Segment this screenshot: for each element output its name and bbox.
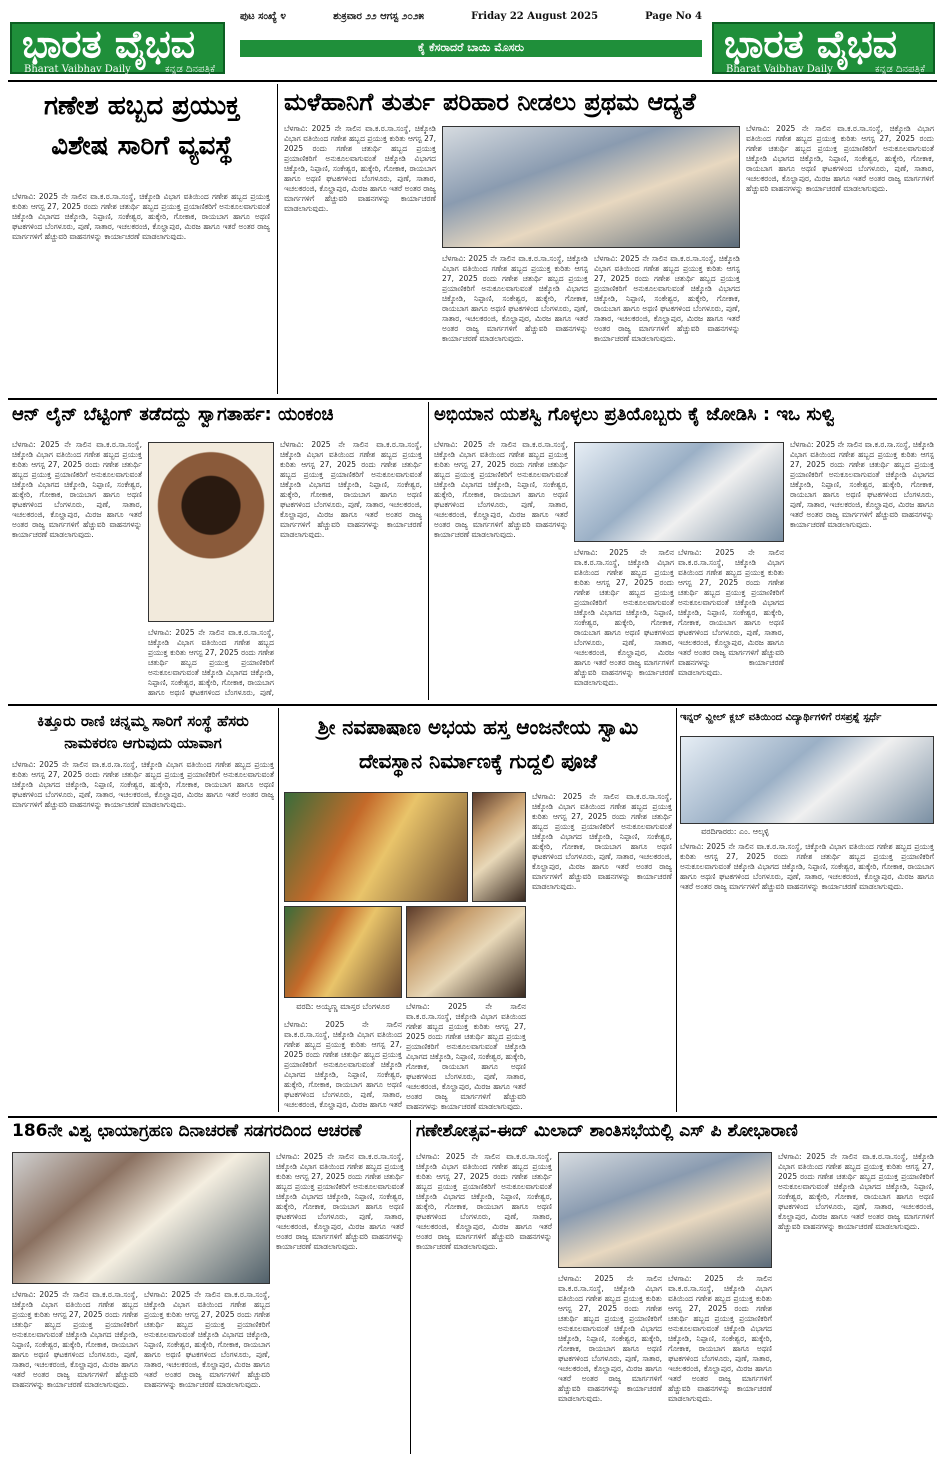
article-4-body-right: ಬೆಳಗಾವಿ: 2025 ನೇ ಸಾಲಿನ ವಾ.ಕ.ರ.ಸಾ.ಸಂಸ್ಥೆ, ಚಿಕ್ಕೋಡಿ ವಿಭಾಗ ವತಿಯಿಂದ ಗಣೇಶ ಹಬ್ಬದ ಪ್ರಯುಕ್ತ ಕುರಿತು ಆಗಸ್ಟ 27, 2025 ರಂದು ಗಣೇಶ ಚತುರ್ಥಿ ಹಬ್ಬದ ಪ್ರಯುಕ್ತ ಪ್ರಯಾಣಿಕರಿಗೆ ಅನುಕೂಲವಾಗುವಂತೆ ಚಿಕ್ಕೋಡಿ ವಿಭಾಗದ ಚಿಕ್ಕೋಡಿ, ನಿಪ್ಪಾಣಿ, ಸಂಕೇಶ್ವರ, ಹುಕ್ಕೇರಿ, ಗೋಕಾಕ, ರಾಯಬಾಗ ಹಾಗೂ ಅಥಣಿ ಘಟಕಗಳಿಂದ ಬೆಂಗಳೂರು, ಪುಣೆ, ಸಾತಾರ, ಇಚಲಕರಂಜಿ, ಕೊಲ್ಹಾಪುರ, ಮಿರಜ ಹಾಗೂ ಇತರೆ ಅಂತರ ರಾಜ್ಯ ಮಾರ್ಗಗಳಿಗೆ ಹೆಚ್ಚುವರಿ ವಾಹನಗಳನ್ನು ಕಾರ್ಯಾಚರಣೆ ಮಾಡಲಾಗುವುದು.	[790, 440, 934, 529]
col-divider-2	[428, 402, 429, 700]
article-2-headline: ಮಳೆಹಾನಿಗೆ ತುರ್ತು ಪರಿಹಾರ ನೀಡಲು ಪ್ರಥಮ ಆದ್ಯತೆ	[284, 88, 696, 116]
article-2-body-left: ಬೆಳಗಾವಿ: 2025 ನೇ ಸಾಲಿನ ವಾ.ಕ.ರ.ಸಾ.ಸಂಸ್ಥೆ, ಚಿಕ್ಕೋಡಿ ವಿಭಾಗ ವತಿಯಿಂದ ಗಣೇಶ ಹಬ್ಬದ ಪ್ರಯುಕ್ತ ಕುರಿತು ಆಗಸ್ಟ 27, 2025 ರಂದು ಗಣೇಶ ಚತುರ್ಥಿ ಹಬ್ಬದ ಪ್ರಯುಕ್ತ ಪ್ರಯಾಣಿಕರಿಗೆ ಅನುಕೂಲವಾಗುವಂತೆ ಚಿಕ್ಕೋಡಿ ವಿಭಾಗದ ಚಿಕ್ಕೋಡಿ, ನಿಪ್ಪಾಣಿ, ಸಂಕೇಶ್ವರ, ಹುಕ್ಕೇರಿ, ಗೋಕಾಕ, ರಾಯಬಾಗ ಹಾಗೂ ಅಥಣಿ ಘಟಕಗಳಿಂದ ಬೆಂಗಳೂರು, ಪುಣೆ, ಸಾತಾರ, ಇಚಲಕರಂಜಿ, ಕೊಲ್ಹಾಪುರ, ಮಿರಜ ಹಾಗೂ ಇತರೆ ಅಂತರ ರಾಜ್ಯ ಮಾರ್ಗಗಳಿಗೆ ಹೆಚ್ಚುವರಿ ವಾಹನಗಳನ್ನು ಕಾರ್ಯಾಚರಣೆ ಮಾಡಲಾಗುವುದು.	[284, 124, 436, 213]
masthead-subtitle-en-right: Bharat Vaibhav Daily	[726, 64, 833, 75]
article-1-headline: ಗಣೇಶ ಹಬ್ಬದ ಪ್ರಯುಕ್ತ ವಿಶೇಷ ಸಾರಿಗೆ ವ್ಯವಸ್ಥೆ	[43, 91, 241, 161]
divider-row-3	[8, 1116, 937, 1118]
article-9-photo	[558, 1152, 772, 1268]
masthead-title-right: ಭಾರತ ವೈಭವ	[724, 21, 898, 66]
masthead-right	[712, 22, 935, 74]
article-6-photo-3	[284, 906, 402, 998]
masthead-subtitle-kn: ಕನ್ನಡ ದಿನಪತ್ರಿಕೆ	[164, 64, 215, 75]
article-9-headline: ಗಣೇಶೋತ್ಸವ-ಈದ್ ಮಿಲಾದ್ ಶಾಂತಿಸಭೆಯಲ್ಲಿ ಎಸ್ ಪಿ ಶೋಭಾರಾಣಿ	[416, 1121, 798, 1141]
article-4-headline: ಅಭಿಯಾನ ಯಶಸ್ವಿ ಗೊಳ್ಳಲು ಪ್ರತಿಯೊಬ್ಬರು ಕೈ ಜೋಡಿಸಿ : ಇಒ ಸುಳ್ವಿ	[434, 404, 835, 425]
article-4-body-mid-a: ಬೆಳಗಾವಿ: 2025 ನೇ ಸಾಲಿನ ವಾ.ಕ.ರ.ಸಾ.ಸಂಸ್ಥೆ, ಚಿಕ್ಕೋಡಿ ವಿಭಾಗ ವತಿಯಿಂದ ಗಣೇಶ ಹಬ್ಬದ ಪ್ರಯುಕ್ತ ಕುರಿತು ಆಗಸ್ಟ 27, 2025 ರಂದು ಗಣೇಶ ಚತುರ್ಥಿ ಹಬ್ಬದ ಪ್ರಯುಕ್ತ ಪ್ರಯಾಣಿಕರಿಗೆ ಅನುಕೂಲವಾಗುವಂತೆ ಚಿಕ್ಕೋಡಿ ವಿಭಾಗದ ಚಿಕ್ಕೋಡಿ, ನಿಪ್ಪಾಣಿ, ಸಂಕೇಶ್ವರ, ಹುಕ್ಕೇರಿ, ಗೋಕಾಕ, ರಾಯಬಾಗ ಹಾಗೂ ಅಥಣಿ ಘಟಕಗಳಿಂದ ಬೆಂಗಳೂರು, ಪುಣೆ, ಸಾತಾರ, ಇಚಲಕರಂಜಿ, ಕೊಲ್ಹಾಪುರ, ಮಿರಜ ಹಾಗೂ ಇತರೆ ಅಂತರ ರಾಜ್ಯ ಮಾರ್ಗಗಳಿಗೆ ಹೆಚ್ಚುವರಿ ವಾಹನಗಳನ್ನು ಕಾರ್ಯಾಚರಣೆ ಮಾಡಲಾಗುವುದು.	[574, 548, 674, 687]
article-3-body-left: ಬೆಳಗಾವಿ: 2025 ನೇ ಸಾಲಿನ ವಾ.ಕ.ರ.ಸಾ.ಸಂಸ್ಥೆ, ಚಿಕ್ಕೋಡಿ ವಿಭಾಗ ವತಿಯಿಂದ ಗಣೇಶ ಹಬ್ಬದ ಪ್ರಯುಕ್ತ ಕುರಿತು ಆಗಸ್ಟ 27, 2025 ರಂದು ಗಣೇಶ ಚತುರ್ಥಿ ಹಬ್ಬದ ಪ್ರಯುಕ್ತ ಪ್ರಯಾಣಿಕರಿಗೆ ಅನುಕೂಲವಾಗುವಂತೆ ಚಿಕ್ಕೋಡಿ ವಿಭಾಗದ ಚಿಕ್ಕೋಡಿ, ನಿಪ್ಪಾಣಿ, ಸಂಕೇಶ್ವರ, ಹುಕ್ಕೇರಿ, ಗೋಕಾಕ, ರಾಯಬಾಗ ಹಾಗೂ ಅಥಣಿ ಘಟಕಗಳಿಂದ ಬೆಂಗಳೂರು, ಪುಣೆ, ಸಾತಾರ, ಇಚಲಕರಂಜಿ, ಕೊಲ್ಹಾಪುರ, ಮಿರಜ ಹಾಗೂ ಇತರೆ ಅಂತರ ರಾಜ್ಯ ಮಾರ್ಗಗಳಿಗೆ ಹೆಚ್ಚುವರಿ ವಾಹನಗಳನ್ನು ಕಾರ್ಯಾಚರಣೆ ಮಾಡಲಾಗುವುದು.	[12, 440, 142, 539]
article-3-body-mid: ಬೆಳಗಾವಿ: 2025 ನೇ ಸಾಲಿನ ವಾ.ಕ.ರ.ಸಾ.ಸಂಸ್ಥೆ, ಚಿಕ್ಕೋಡಿ ವಿಭಾಗ ವತಿಯಿಂದ ಗಣೇಶ ಹಬ್ಬದ ಪ್ರಯುಕ್ತ ಕುರಿತು ಆಗಸ್ಟ 27, 2025 ರಂದು ಗಣೇಶ ಚತುರ್ಥಿ ಹಬ್ಬದ ಪ್ರಯುಕ್ತ ಪ್ರಯಾಣಿಕರಿಗೆ ಅನುಕೂಲವಾಗುವಂತೆ ಚಿಕ್ಕೋಡಿ ವಿಭಾಗದ ಚಿಕ್ಕೋಡಿ, ನಿಪ್ಪಾಣಿ, ಸಂಕೇಶ್ವರ, ಹುಕ್ಕೇರಿ, ಗೋಕಾಕ, ರಾಯಬಾಗ ಹಾಗೂ ಅಥಣಿ ಘಟಕಗಳಿಂದ ಬೆಂಗಳೂರು, ಪುಣೆ,	[148, 628, 274, 697]
article-7-body: ಬೆಳಗಾವಿ: 2025 ನೇ ಸಾಲಿನ ವಾ.ಕ.ರ.ಸಾ.ಸಂಸ್ಥೆ, ಚಿಕ್ಕೋಡಿ ವಿಭಾಗ ವತಿಯಿಂದ ಗಣೇಶ ಹಬ್ಬದ ಪ್ರಯುಕ್ತ ಕುರಿತು ಆಗಸ್ಟ 27, 2025 ರಂದು ಗಣೇಶ ಚತುರ್ಥಿ ಹಬ್ಬದ ಪ್ರಯುಕ್ತ ಪ್ರಯಾಣಿಕರಿಗೆ ಅನುಕೂಲವಾಗುವಂತೆ ಚಿಕ್ಕೋಡಿ ವಿಭಾಗದ ಚಿಕ್ಕೋಡಿ, ನಿಪ್ಪಾಣಿ, ಸಂಕೇಶ್ವರ, ಹುಕ್ಕೇರಿ, ಗೋಕಾಕ, ರಾಯಬಾಗ ಹಾಗೂ ಅಥಣಿ ಘಟಕಗಳಿಂದ ಬೆಂಗಳೂರು, ಪುಣೆ, ಸಾತಾರ, ಇಚಲಕರಂಜಿ, ಕೊಲ್ಹಾಪುರ, ಮಿರಜ ಹಾಗೂ ಇತರೆ ಅಂತರ ರಾಜ್ಯ ಮಾರ್ಗಗಳಿಗೆ ಹೆಚ್ಚುವರಿ ವಾಹನಗಳನ್ನು ಕಾರ್ಯಾಚರಣೆ ಮಾಡಲಾಗುವುದು.	[680, 842, 934, 891]
article-7-byline: ವರದಿಗಾರರು: ಎಂ. ಆಲ್ಕಳ್ಳಿ	[701, 827, 769, 836]
article-3-portrait	[148, 442, 274, 622]
tagline: ಕೈ ಕೆಸರಾದರೆ ಬಾಯಿ ಮೊಸರು	[418, 41, 524, 54]
article-4-body-mid-b: ಬೆಳಗಾವಿ: 2025 ನೇ ಸಾಲಿನ ವಾ.ಕ.ರ.ಸಾ.ಸಂಸ್ಥೆ, ಚಿಕ್ಕೋಡಿ ವಿಭಾಗ ವತಿಯಿಂದ ಗಣೇಶ ಹಬ್ಬದ ಪ್ರಯುಕ್ತ ಕುರಿತು ಆಗಸ್ಟ 27, 2025 ರಂದು ಗಣೇಶ ಚತುರ್ಥಿ ಹಬ್ಬದ ಪ್ರಯುಕ್ತ ಪ್ರಯಾಣಿಕರಿಗೆ ಅನುಕೂಲವಾಗುವಂತೆ ಚಿಕ್ಕೋಡಿ ವಿಭಾಗದ ಚಿಕ್ಕೋಡಿ, ನಿಪ್ಪಾಣಿ, ಸಂಕೇಶ್ವರ, ಹುಕ್ಕೇರಿ, ಗೋಕಾಕ, ರಾಯಬಾಗ ಹಾಗೂ ಅಥಣಿ ಘಟಕಗಳಿಂದ ಬೆಂಗಳೂರು, ಪುಣೆ, ಸಾತಾರ, ಇಚಲಕರಂಜಿ, ಕೊಲ್ಹಾಪುರ, ಮಿರಜ ಹಾಗೂ ಇತರೆ ಅಂತರ ರಾಜ್ಯ ಮಾರ್ಗಗಳಿಗೆ ಹೆಚ್ಚುವರಿ ವಾಹನಗಳನ್ನು ಕಾರ್ಯಾಚರಣೆ ಮಾಡಲಾಗುವುದು.	[678, 548, 784, 677]
col-divider-4	[676, 708, 677, 1112]
article-9-body-mid-b: ಬೆಳಗಾವಿ: 2025 ನೇ ಸಾಲಿನ ವಾ.ಕ.ರ.ಸಾ.ಸಂಸ್ಥೆ, ಚಿಕ್ಕೋಡಿ ವಿಭಾಗ ವತಿಯಿಂದ ಗಣೇಶ ಹಬ್ಬದ ಪ್ರಯುಕ್ತ ಕುರಿತು ಆಗಸ್ಟ 27, 2025 ರಂದು ಗಣೇಶ ಚತುರ್ಥಿ ಹಬ್ಬದ ಪ್ರಯುಕ್ತ ಪ್ರಯಾಣಿಕರಿಗೆ ಅನುಕೂಲವಾಗುವಂತೆ ಚಿಕ್ಕೋಡಿ ವಿಭಾಗದ ಚಿಕ್ಕೋಡಿ, ನಿಪ್ಪಾಣಿ, ಸಂಕೇಶ್ವರ, ಹುಕ್ಕೇರಿ, ಗೋಕಾಕ, ರಾಯಬಾಗ ಹಾಗೂ ಅಥಣಿ ಘಟಕಗಳಿಂದ ಬೆಂಗಳೂರು, ಪುಣೆ, ಸಾತಾರ, ಇಚಲಕರಂಜಿ, ಕೊಲ್ಹಾಪುರ, ಮಿರಜ ಹಾಗೂ ಇತರೆ ಅಂತರ ರಾಜ್ಯ ಮಾರ್ಗಗಳಿಗೆ ಹೆಚ್ಚುವರಿ ವಾಹನಗಳನ್ನು ಕಾರ್ಯಾಚರಣೆ ಮಾಡಲಾಗುವುದು.	[668, 1274, 772, 1403]
masthead-subtitle-en: Bharat Vaibhav Daily	[24, 64, 131, 75]
issue-bar	[240, 6, 702, 26]
article-6-byline: ವರದಿ: ಅಯ್ಯಣ್ಣ ಮಾಸ್ತರ ಬೆಂಗಳೂರ	[296, 1002, 390, 1011]
page-number: Page No 4	[645, 10, 702, 22]
date-kannada: ಶುಕ್ರವಾರ ೨೨ ಆಗಸ್ಟ ೨೦೨೫	[333, 10, 425, 22]
article-4-body-left: ಬೆಳಗಾವಿ: 2025 ನೇ ಸಾಲಿನ ವಾ.ಕ.ರ.ಸಾ.ಸಂಸ್ಥೆ, ಚಿಕ್ಕೋಡಿ ವಿಭಾಗ ವತಿಯಿಂದ ಗಣೇಶ ಹಬ್ಬದ ಪ್ರಯುಕ್ತ ಕುರಿತು ಆಗಸ್ಟ 27, 2025 ರಂದು ಗಣೇಶ ಚತುರ್ಥಿ ಹಬ್ಬದ ಪ್ರಯುಕ್ತ ಪ್ರಯಾಣಿಕರಿಗೆ ಅನುಕೂಲವಾಗುವಂತೆ ಚಿಕ್ಕೋಡಿ ವಿಭಾಗದ ಚಿಕ್ಕೋಡಿ, ನಿಪ್ಪಾಣಿ, ಸಂಕೇಶ್ವರ, ಹುಕ್ಕೇರಿ, ಗೋಕಾಕ, ರಾಯಬಾಗ ಹಾಗೂ ಅಥಣಿ ಘಟಕಗಳಿಂದ ಬೆಂಗಳೂರು, ಪುಣೆ, ಸಾತಾರ, ಇಚಲಕರಂಜಿ, ಕೊಲ್ಹಾಪುರ, ಮಿರಜ ಹಾಗೂ ಇತರೆ ಅಂತರ ರಾಜ್ಯ ಮಾರ್ಗಗಳಿಗೆ ಹೆಚ್ಚುವರಿ ವಾಹನಗಳನ್ನು ಕಾರ್ಯಾಚರಣೆ ಮಾಡಲಾಗುವುದು.	[434, 440, 568, 539]
masthead-title: ಭಾರತ ವೈಭವ	[22, 21, 196, 66]
article-6-photo-2	[472, 792, 526, 902]
col-divider-1	[277, 84, 278, 394]
article-3-body-right: ಬೆಳಗಾವಿ: 2025 ನೇ ಸಾಲಿನ ವಾ.ಕ.ರ.ಸಾ.ಸಂಸ್ಥೆ, ಚಿಕ್ಕೋಡಿ ವಿಭಾಗ ವತಿಯಿಂದ ಗಣೇಶ ಹಬ್ಬದ ಪ್ರಯುಕ್ತ ಕುರಿತು ಆಗಸ್ಟ 27, 2025 ರಂದು ಗಣೇಶ ಚತುರ್ಥಿ ಹಬ್ಬದ ಪ್ರಯುಕ್ತ ಪ್ರಯಾಣಿಕರಿಗೆ ಅನುಕೂಲವಾಗುವಂತೆ ಚಿಕ್ಕೋಡಿ ವಿಭಾಗದ ಚಿಕ್ಕೋಡಿ, ನಿಪ್ಪಾಣಿ, ಸಂಕೇಶ್ವರ, ಹುಕ್ಕೇರಿ, ಗೋಕಾಕ, ರಾಯಬಾಗ ಹಾಗೂ ಅಥಣಿ ಘಟಕಗಳಿಂದ ಬೆಂಗಳೂರು, ಪುಣೆ, ಸಾತಾರ, ಇಚಲಕರಂಜಿ, ಕೊಲ್ಹಾಪುರ, ಮಿರಜ ಹಾಗೂ ಇತರೆ ಅಂತರ ರಾಜ್ಯ ಮಾರ್ಗಗಳಿಗೆ ಹೆಚ್ಚುವರಿ ವಾಹನಗಳನ್ನು ಕಾರ್ಯಾಚರಣೆ ಮಾಡಲಾಗುವುದು.	[280, 440, 422, 539]
article-7-headline: ಇನ್ನರ್ ವ್ಹೀಲ್ ಕ್ಲಬ್ ವತಿಯಿಂದ ವಿದ್ಯಾರ್ಥಿಗಳಿಗೆ ರಸಪ್ರಶ್ನೆ ಸ್ಪರ್ಧೆ	[680, 712, 882, 723]
article-9-body-right: ಬೆಳಗಾವಿ: 2025 ನೇ ಸಾಲಿನ ವಾ.ಕ.ರ.ಸಾ.ಸಂಸ್ಥೆ, ಚಿಕ್ಕೋಡಿ ವಿಭಾಗ ವತಿಯಿಂದ ಗಣೇಶ ಹಬ್ಬದ ಪ್ರಯುಕ್ತ ಕುರಿತು ಆಗಸ್ಟ 27, 2025 ರಂದು ಗಣೇಶ ಚತುರ್ಥಿ ಹಬ್ಬದ ಪ್ರಯುಕ್ತ ಪ್ರಯಾಣಿಕರಿಗೆ ಅನುಕೂಲವಾಗುವಂತೆ ಚಿಕ್ಕೋಡಿ ವಿಭಾಗದ ಚಿಕ್ಕೋಡಿ, ನಿಪ್ಪಾಣಿ, ಸಂಕೇಶ್ವರ, ಹುಕ್ಕೇರಿ, ಗೋಕಾಕ, ರಾಯಬಾಗ ಹಾಗೂ ಅಥಣಿ ಘಟಕಗಳಿಂದ ಬೆಂಗಳೂರು, ಪುಣೆ, ಸಾತಾರ, ಇಚಲಕರಂಜಿ, ಕೊಲ್ಹಾಪುರ, ಮಿರಜ ಹಾಗೂ ಇತರೆ ಅಂತರ ರಾಜ್ಯ ಮಾರ್ಗಗಳಿಗೆ ಹೆಚ್ಚುವರಿ ವಾಹನಗಳನ್ನು ಕಾರ್ಯಾಚರಣೆ ಮಾಡಲಾಗುವುದು.	[778, 1152, 934, 1231]
article-8-headline: 186ನೇ ವಿಶ್ವ ಛಾಯಾಗ್ರಹಣ ದಿನಾಚರಣೆ ಸಡಗರದಿಂದ ಆಚರಣೆ	[12, 1121, 362, 1141]
article-5-body: ಬೆಳಗಾವಿ: 2025 ನೇ ಸಾಲಿನ ವಾ.ಕ.ರ.ಸಾ.ಸಂಸ್ಥೆ, ಚಿಕ್ಕೋಡಿ ವಿಭಾಗ ವತಿಯಿಂದ ಗಣೇಶ ಹಬ್ಬದ ಪ್ರಯುಕ್ತ ಕುರಿತು ಆಗಸ್ಟ 27, 2025 ರಂದು ಗಣೇಶ ಚತುರ್ಥಿ ಹಬ್ಬದ ಪ್ರಯುಕ್ತ ಪ್ರಯಾಣಿಕರಿಗೆ ಅನುಕೂಲವಾಗುವಂತೆ ಚಿಕ್ಕೋಡಿ ವಿಭಾಗದ ಚಿಕ್ಕೋಡಿ, ನಿಪ್ಪಾಣಿ, ಸಂಕೇಶ್ವರ, ಹುಕ್ಕೇರಿ, ಗೋಕಾಕ, ರಾಯಬಾಗ ಹಾಗೂ ಅಥಣಿ ಘಟಕಗಳಿಂದ ಬೆಂಗಳೂರು, ಪುಣೆ, ಸಾತಾರ, ಇಚಲಕರಂಜಿ, ಕೊಲ್ಹಾಪುರ, ಮಿರಜ ಹಾಗೂ ಇತರೆ ಅಂತರ ರಾಜ್ಯ ಮಾರ್ಗಗಳಿಗೆ ಹೆಚ್ಚುವರಿ ವಾಹನಗಳನ್ನು ಕಾರ್ಯಾಚರಣೆ ಮಾಡಲಾಗುವುದು.	[12, 760, 274, 809]
masthead-left	[10, 22, 225, 74]
top-divider	[8, 80, 937, 82]
article-3-headline: ಆನ್ ಲೈನ್ ಬೆಟ್ಟಿಂಗ್ ತಡೆದದ್ದು ಸ್ವಾಗತಾರ್ಹ: ಯಂಕಂಚಿ	[12, 404, 334, 425]
divider-row-1	[8, 398, 937, 400]
article-7-photo	[680, 736, 934, 824]
article-6-body-right: ಬೆಳಗಾವಿ: 2025 ನೇ ಸಾಲಿನ ವಾ.ಕ.ರ.ಸಾ.ಸಂಸ್ಥೆ, ಚಿಕ್ಕೋಡಿ ವಿಭಾಗ ವತಿಯಿಂದ ಗಣೇಶ ಹಬ್ಬದ ಪ್ರಯುಕ್ತ ಕುರಿತು ಆಗಸ್ಟ 27, 2025 ರಂದು ಗಣೇಶ ಚತುರ್ಥಿ ಹಬ್ಬದ ಪ್ರಯುಕ್ತ ಪ್ರಯಾಣಿಕರಿಗೆ ಅನುಕೂಲವಾಗುವಂತೆ ಚಿಕ್ಕೋಡಿ ವಿಭಾಗದ ಚಿಕ್ಕೋಡಿ, ನಿಪ್ಪಾಣಿ, ಸಂಕೇಶ್ವರ, ಹುಕ್ಕೇರಿ, ಗೋಕಾಕ, ರಾಯಬಾಗ ಹಾಗೂ ಅಥಣಿ ಘಟಕಗಳಿಂದ ಬೆಂಗಳೂರು, ಪುಣೆ, ಸಾತಾರ, ಇಚಲಕರಂಜಿ, ಕೊಲ್ಹಾಪುರ, ಮಿರಜ ಹಾಗೂ ಇತರೆ ಅಂತರ ರಾಜ್ಯ ಮಾರ್ಗಗಳಿಗೆ ಹೆಚ್ಚುವರಿ ವಾಹನಗಳನ್ನು ಕಾರ್ಯಾಚರಣೆ ಮಾಡಲಾಗುವುದು.	[532, 792, 672, 891]
article-5-headline: ಕಿತ್ತೂರು ರಾಣಿ ಚನ್ನಮ್ಮ ಸಾರಿಗೆ ಸಂಸ್ಥೆ ಹೆಸರು ನಾಮಕರಣ ಆಗುವುದು ಯಾವಾಗ	[37, 712, 249, 752]
article-8-body-a: ಬೆಳಗಾವಿ: 2025 ನೇ ಸಾಲಿನ ವಾ.ಕ.ರ.ಸಾ.ಸಂಸ್ಥೆ, ಚಿಕ್ಕೋಡಿ ವಿಭಾಗ ವತಿಯಿಂದ ಗಣೇಶ ಹಬ್ಬದ ಪ್ರಯುಕ್ತ ಕುರಿತು ಆಗಸ್ಟ 27, 2025 ರಂದು ಗಣೇಶ ಚತುರ್ಥಿ ಹಬ್ಬದ ಪ್ರಯುಕ್ತ ಪ್ರಯಾಣಿಕರಿಗೆ ಅನುಕೂಲವಾಗುವಂತೆ ಚಿಕ್ಕೋಡಿ ವಿಭಾಗದ ಚಿಕ್ಕೋಡಿ, ನಿಪ್ಪಾಣಿ, ಸಂಕೇಶ್ವರ, ಹುಕ್ಕೇರಿ, ಗೋಕಾಕ, ರಾಯಬಾಗ ಹಾಗೂ ಅಥಣಿ ಘಟಕಗಳಿಂದ ಬೆಂಗಳೂರು, ಪುಣೆ, ಸಾತಾರ, ಇಚಲಕರಂಜಿ, ಕೊಲ್ಹಾಪುರ, ಮಿರಜ ಹಾಗೂ ಇತರೆ ಅಂತರ ರಾಜ್ಯ ಮಾರ್ಗಗಳಿಗೆ ಹೆಚ್ಚುವರಿ ವಾಹನಗಳನ್ನು ಕಾರ್ಯಾಚರಣೆ ಮಾಡಲಾಗುವುದು.	[12, 1290, 138, 1389]
article-2-body-right: ಬೆಳಗಾವಿ: 2025 ನೇ ಸಾಲಿನ ವಾ.ಕ.ರ.ಸಾ.ಸಂಸ್ಥೆ, ಚಿಕ್ಕೋಡಿ ವಿಭಾಗ ವತಿಯಿಂದ ಗಣೇಶ ಹಬ್ಬದ ಪ್ರಯುಕ್ತ ಕುರಿತು ಆಗಸ್ಟ 27, 2025 ರಂದು ಗಣೇಶ ಚತುರ್ಥಿ ಹಬ್ಬದ ಪ್ರಯುಕ್ತ ಪ್ರಯಾಣಿಕರಿಗೆ ಅನುಕೂಲವಾಗುವಂತೆ ಚಿಕ್ಕೋಡಿ ವಿಭಾಗದ ಚಿಕ್ಕೋಡಿ, ನಿಪ್ಪಾಣಿ, ಸಂಕೇಶ್ವರ, ಹುಕ್ಕೇರಿ, ಗೋಕಾಕ, ರಾಯಬಾಗ ಹಾಗೂ ಅಥಣಿ ಘಟಕಗಳಿಂದ ಬೆಂಗಳೂರು, ಪುಣೆ, ಸಾತಾರ, ಇಚಲಕರಂಜಿ, ಕೊಲ್ಹಾಪುರ, ಮಿರಜ ಹಾಗೂ ಇತರೆ ಅಂತರ ರಾಜ್ಯ ಮಾರ್ಗಗಳಿಗೆ ಹೆಚ್ಚುವರಿ ವಾಹನಗಳನ್ನು ಕಾರ್ಯಾಚರಣೆ ಮಾಡಲಾಗುವುದು.	[746, 124, 934, 193]
article-9-body-left: ಬೆಳಗಾವಿ: 2025 ನೇ ಸಾಲಿನ ವಾ.ಕ.ರ.ಸಾ.ಸಂಸ್ಥೆ, ಚಿಕ್ಕೋಡಿ ವಿಭಾಗ ವತಿಯಿಂದ ಗಣೇಶ ಹಬ್ಬದ ಪ್ರಯುಕ್ತ ಕುರಿತು ಆಗಸ್ಟ 27, 2025 ರಂದು ಗಣೇಶ ಚತುರ್ಥಿ ಹಬ್ಬದ ಪ್ರಯುಕ್ತ ಪ್ರಯಾಣಿಕರಿಗೆ ಅನುಕೂಲವಾಗುವಂತೆ ಚಿಕ್ಕೋಡಿ ವಿಭಾಗದ ಚಿಕ್ಕೋಡಿ, ನಿಪ್ಪಾಣಿ, ಸಂಕೇಶ್ವರ, ಹುಕ್ಕೇರಿ, ಗೋಕಾಕ, ರಾಯಬಾಗ ಹಾಗೂ ಅಥಣಿ ಘಟಕಗಳಿಂದ ಬೆಂಗಳೂರು, ಪುಣೆ, ಸಾತಾರ, ಇಚಲಕರಂಜಿ, ಕೊಲ್ಹಾಪುರ, ಮಿರಜ ಹಾಗೂ ಇತರೆ ಅಂತರ ರಾಜ್ಯ ಮಾರ್ಗಗಳಿಗೆ ಹೆಚ್ಚುವರಿ ವಾಹನಗಳನ್ನು ಕಾರ್ಯಾಚರಣೆ ಮಾಡಲಾಗುವುದು.	[416, 1152, 552, 1251]
article-6-headline: ಶ್ರೀ ನವಪಾಷಾಣ ಅಭಯ ಹಸ್ತ ಆಂಜನೇಯ ಸ್ವಾಮಿ ದೇವಸ್ಥಾನ ನಿರ್ಮಾಣಕ್ಕೆ ಗುದ್ದಲಿ ಪೂಜೆ	[317, 715, 639, 773]
article-2-photo	[442, 126, 740, 248]
issue-number: ಪುಟ ಸಂಖ್ಯೆ ೪	[240, 10, 287, 22]
article-2-body-mid-b: ಬೆಳಗಾವಿ: 2025 ನೇ ಸಾಲಿನ ವಾ.ಕ.ರ.ಸಾ.ಸಂಸ್ಥೆ, ಚಿಕ್ಕೋಡಿ ವಿಭಾಗ ವತಿಯಿಂದ ಗಣೇಶ ಹಬ್ಬದ ಪ್ರಯುಕ್ತ ಕುರಿತು ಆಗಸ್ಟ 27, 2025 ರಂದು ಗಣೇಶ ಚತುರ್ಥಿ ಹಬ್ಬದ ಪ್ರಯುಕ್ತ ಪ್ರಯಾಣಿಕರಿಗೆ ಅನುಕೂಲವಾಗುವಂತೆ ಚಿಕ್ಕೋಡಿ ವಿಭಾಗದ ಚಿಕ್ಕೋಡಿ, ನಿಪ್ಪಾಣಿ, ಸಂಕೇಶ್ವರ, ಹುಕ್ಕೇರಿ, ಗೋಕಾಕ, ರಾಯಬಾಗ ಹಾಗೂ ಅಥಣಿ ಘಟಕಗಳಿಂದ ಬೆಂಗಳೂರು, ಪುಣೆ, ಸಾತಾರ, ಇಚಲಕರಂಜಿ, ಕೊಲ್ಹಾಪುರ, ಮಿರಜ ಹಾಗೂ ಇತರೆ ಅಂತರ ರಾಜ್ಯ ಮಾರ್ಗಗಳಿಗೆ ಹೆಚ್ಚುವರಿ ವಾಹನಗಳನ್ನು ಕಾರ್ಯಾಚರಣೆ ಮಾಡಲಾಗುವುದು.	[594, 254, 740, 343]
article-6-body-left: ಬೆಳಗಾವಿ: 2025 ನೇ ಸಾಲಿನ ವಾ.ಕ.ರ.ಸಾ.ಸಂಸ್ಥೆ, ಚಿಕ್ಕೋಡಿ ವಿಭಾಗ ವತಿಯಿಂದ ಗಣೇಶ ಹಬ್ಬದ ಪ್ರಯುಕ್ತ ಕುರಿತು ಆಗಸ್ಟ 27, 2025 ರಂದು ಗಣೇಶ ಚತುರ್ಥಿ ಹಬ್ಬದ ಪ್ರಯುಕ್ತ ಪ್ರಯಾಣಿಕರಿಗೆ ಅನುಕೂಲವಾಗುವಂತೆ ಚಿಕ್ಕೋಡಿ ವಿಭಾಗದ ಚಿಕ್ಕೋಡಿ, ನಿಪ್ಪಾಣಿ, ಸಂಕೇಶ್ವರ, ಹುಕ್ಕೇರಿ, ಗೋಕಾಕ, ರಾಯಬಾಗ ಹಾಗೂ ಅಥಣಿ ಘಟಕಗಳಿಂದ ಬೆಂಗಳೂರು, ಪುಣೆ, ಸಾತಾರ, ಇಚಲಕರಂಜಿ, ಕೊಲ್ಹಾಪುರ, ಮಿರಜ ಹಾಗೂ ಇತರೆ	[284, 1020, 402, 1109]
article-8-photo	[12, 1152, 270, 1284]
date-english: Friday 22 August 2025	[471, 10, 599, 22]
article-6-body-mid: ಬೆಳಗಾವಿ: 2025 ನೇ ಸಾಲಿನ ವಾ.ಕ.ರ.ಸಾ.ಸಂಸ್ಥೆ, ಚಿಕ್ಕೋಡಿ ವಿಭಾಗ ವತಿಯಿಂದ ಗಣೇಶ ಹಬ್ಬದ ಪ್ರಯುಕ್ತ ಕುರಿತು ಆಗಸ್ಟ 27, 2025 ರಂದು ಗಣೇಶ ಚತುರ್ಥಿ ಹಬ್ಬದ ಪ್ರಯುಕ್ತ ಪ್ರಯಾಣಿಕರಿಗೆ ಅನುಕೂಲವಾಗುವಂತೆ ಚಿಕ್ಕೋಡಿ ವಿಭಾಗದ ಚಿಕ್ಕೋಡಿ, ನಿಪ್ಪಾಣಿ, ಸಂಕೇಶ್ವರ, ಹುಕ್ಕೇರಿ, ಗೋಕಾಕ, ರಾಯಬಾಗ ಹಾಗೂ ಅಥಣಿ ಘಟಕಗಳಿಂದ ಬೆಂಗಳೂರು, ಪುಣೆ, ಸಾತಾರ, ಇಚಲಕರಂಜಿ, ಕೊಲ್ಹಾಪುರ, ಮಿರಜ ಹಾಗೂ ಇತರೆ ಅಂತರ ರಾಜ್ಯ ಮಾರ್ಗಗಳಿಗೆ ಹೆಚ್ಚುವರಿ ವಾಹನಗಳನ್ನು ಕಾರ್ಯಾಚರಣೆ ಮಾಡಲಾಗುವುದು.	[406, 1002, 526, 1110]
col-divider-3	[278, 708, 279, 1112]
article-9-body-mid-a: ಬೆಳಗಾವಿ: 2025 ನೇ ಸಾಲಿನ ವಾ.ಕ.ರ.ಸಾ.ಸಂಸ್ಥೆ, ಚಿಕ್ಕೋಡಿ ವಿಭಾಗ ವತಿಯಿಂದ ಗಣೇಶ ಹಬ್ಬದ ಪ್ರಯುಕ್ತ ಕುರಿತು ಆಗಸ್ಟ 27, 2025 ರಂದು ಗಣೇಶ ಚತುರ್ಥಿ ಹಬ್ಬದ ಪ್ರಯುಕ್ತ ಪ್ರಯಾಣಿಕರಿಗೆ ಅನುಕೂಲವಾಗುವಂತೆ ಚಿಕ್ಕೋಡಿ ವಿಭಾಗದ ಚಿಕ್ಕೋಡಿ, ನಿಪ್ಪಾಣಿ, ಸಂಕೇಶ್ವರ, ಹುಕ್ಕೇರಿ, ಗೋಕಾಕ, ರಾಯಬಾಗ ಹಾಗೂ ಅಥಣಿ ಘಟಕಗಳಿಂದ ಬೆಂಗಳೂರು, ಪುಣೆ, ಸಾತಾರ, ಇಚಲಕರಂಜಿ, ಕೊಲ್ಹಾಪುರ, ಮಿರಜ ಹಾಗೂ ಇತರೆ ಅಂತರ ರಾಜ್ಯ ಮಾರ್ಗಗಳಿಗೆ ಹೆಚ್ಚುವರಿ ವಾಹನಗಳನ್ನು ಕಾರ್ಯಾಚರಣೆ ಮಾಡಲಾಗುವುದು.	[558, 1274, 662, 1403]
article-4-photo	[574, 442, 784, 542]
article-8-body-c: ಬೆಳಗಾವಿ: 2025 ನೇ ಸಾಲಿನ ವಾ.ಕ.ರ.ಸಾ.ಸಂಸ್ಥೆ, ಚಿಕ್ಕೋಡಿ ವಿಭಾಗ ವತಿಯಿಂದ ಗಣೇಶ ಹಬ್ಬದ ಪ್ರಯುಕ್ತ ಕುರಿತು ಆಗಸ್ಟ 27, 2025 ರಂದು ಗಣೇಶ ಚತುರ್ಥಿ ಹಬ್ಬದ ಪ್ರಯುಕ್ತ ಪ್ರಯಾಣಿಕರಿಗೆ ಅನುಕೂಲವಾಗುವಂತೆ ಚಿಕ್ಕೋಡಿ ವಿಭಾಗದ ಚಿಕ್ಕೋಡಿ, ನಿಪ್ಪಾಣಿ, ಸಂಕೇಶ್ವರ, ಹುಕ್ಕೇರಿ, ಗೋಕಾಕ, ರಾಯಬಾಗ ಹಾಗೂ ಅಥಣಿ ಘಟಕಗಳಿಂದ ಬೆಂಗಳೂರು, ಪುಣೆ, ಸಾತಾರ, ಇಚಲಕರಂಜಿ, ಕೊಲ್ಹಾಪುರ, ಮಿರಜ ಹಾಗೂ ಇತರೆ ಅಂತರ ರಾಜ್ಯ ಮಾರ್ಗಗಳಿಗೆ ಹೆಚ್ಚುವರಿ ವಾಹನಗಳನ್ನು ಕಾರ್ಯಾಚರಣೆ ಮಾಡಲಾಗುವುದು.	[276, 1152, 404, 1251]
tagline-banner	[240, 40, 702, 57]
article-2-body-mid-a: ಬೆಳಗಾವಿ: 2025 ನೇ ಸಾಲಿನ ವಾ.ಕ.ರ.ಸಾ.ಸಂಸ್ಥೆ, ಚಿಕ್ಕೋಡಿ ವಿಭಾಗ ವತಿಯಿಂದ ಗಣೇಶ ಹಬ್ಬದ ಪ್ರಯುಕ್ತ ಕುರಿತು ಆಗಸ್ಟ 27, 2025 ರಂದು ಗಣೇಶ ಚತುರ್ಥಿ ಹಬ್ಬದ ಪ್ರಯುಕ್ತ ಪ್ರಯಾಣಿಕರಿಗೆ ಅನುಕೂಲವಾಗುವಂತೆ ಚಿಕ್ಕೋಡಿ ವಿಭಾಗದ ಚಿಕ್ಕೋಡಿ, ನಿಪ್ಪಾಣಿ, ಸಂಕೇಶ್ವರ, ಹುಕ್ಕೇರಿ, ಗೋಕಾಕ, ರಾಯಬಾಗ ಹಾಗೂ ಅಥಣಿ ಘಟಕಗಳಿಂದ ಬೆಂಗಳೂರು, ಪುಣೆ, ಸಾತಾರ, ಇಚಲಕರಂಜಿ, ಕೊಲ್ಹಾಪುರ, ಮಿರಜ ಹಾಗೂ ಇತರೆ ಅಂತರ ರಾಜ್ಯ ಮಾರ್ಗಗಳಿಗೆ ಹೆಚ್ಚುವರಿ ವಾಹನಗಳನ್ನು ಕಾರ್ಯಾಚರಣೆ ಮಾಡಲಾಗುವುದು.	[442, 254, 588, 343]
col-divider-5	[410, 1120, 411, 1454]
article-6-photo-1	[284, 792, 468, 902]
masthead-subtitle-kn-right: ಕನ್ನಡ ದಿನಪತ್ರಿಕೆ	[874, 64, 925, 75]
article-8-body-b: ಬೆಳಗಾವಿ: 2025 ನೇ ಸಾಲಿನ ವಾ.ಕ.ರ.ಸಾ.ಸಂಸ್ಥೆ, ಚಿಕ್ಕೋಡಿ ವಿಭಾಗ ವತಿಯಿಂದ ಗಣೇಶ ಹಬ್ಬದ ಪ್ರಯುಕ್ತ ಕುರಿತು ಆಗಸ್ಟ 27, 2025 ರಂದು ಗಣೇಶ ಚತುರ್ಥಿ ಹಬ್ಬದ ಪ್ರಯುಕ್ತ ಪ್ರಯಾಣಿಕರಿಗೆ ಅನುಕೂಲವಾಗುವಂತೆ ಚಿಕ್ಕೋಡಿ ವಿಭಾಗದ ಚಿಕ್ಕೋಡಿ, ನಿಪ್ಪಾಣಿ, ಸಂಕೇಶ್ವರ, ಹುಕ್ಕೇರಿ, ಗೋಕಾಕ, ರಾಯಬಾಗ ಹಾಗೂ ಅಥಣಿ ಘಟಕಗಳಿಂದ ಬೆಂಗಳೂರು, ಪುಣೆ, ಸಾತಾರ, ಇಚಲಕರಂಜಿ, ಕೊಲ್ಹಾಪುರ, ಮಿರಜ ಹಾಗೂ ಇತರೆ ಅಂತರ ರಾಜ್ಯ ಮಾರ್ಗಗಳಿಗೆ ಹೆಚ್ಚುವರಿ ವಾಹನಗಳನ್ನು ಕಾರ್ಯಾಚರಣೆ ಮಾಡಲಾಗುವುದು.	[144, 1290, 270, 1389]
article-1-body: ಬೆಳಗಾವಿ: 2025 ನೇ ಸಾಲಿನ ವಾ.ಕ.ರ.ಸಾ.ಸಂಸ್ಥೆ, ಚಿಕ್ಕೋಡಿ ವಿಭಾಗ ವತಿಯಿಂದ ಗಣೇಶ ಹಬ್ಬದ ಪ್ರಯುಕ್ತ ಕುರಿತು ಆಗಸ್ಟ 27, 2025 ರಂದು ಗಣೇಶ ಚತುರ್ಥಿ ಹಬ್ಬದ ಪ್ರಯುಕ್ತ ಪ್ರಯಾಣಿಕರಿಗೆ ಅನುಕೂಲವಾಗುವಂತೆ ಚಿಕ್ಕೋಡಿ ವಿಭಾಗದ ಚಿಕ್ಕೋಡಿ, ನಿಪ್ಪಾಣಿ, ಸಂಕೇಶ್ವರ, ಹುಕ್ಕೇರಿ, ಗೋಕಾಕ, ರಾಯಬಾಗ ಹಾಗೂ ಅಥಣಿ ಘಟಕಗಳಿಂದ ಬೆಂಗಳೂರು, ಪುಣೆ, ಸಾತಾರ, ಇಚಲಕರಂಜಿ, ಕೊಲ್ಹಾಪುರ, ಮಿರಜ ಹಾಗೂ ಇತರೆ ಅಂತರ ರಾಜ್ಯ ಮಾರ್ಗಗಳಿಗೆ ಹೆಚ್ಚುವರಿ ವಾಹನಗಳನ್ನು ಕಾರ್ಯಾಚರಣೆ ಮಾಡಲಾಗುವುದು.	[12, 192, 270, 241]
divider-row-2	[8, 704, 937, 706]
article-6-photo-4	[406, 906, 526, 998]
